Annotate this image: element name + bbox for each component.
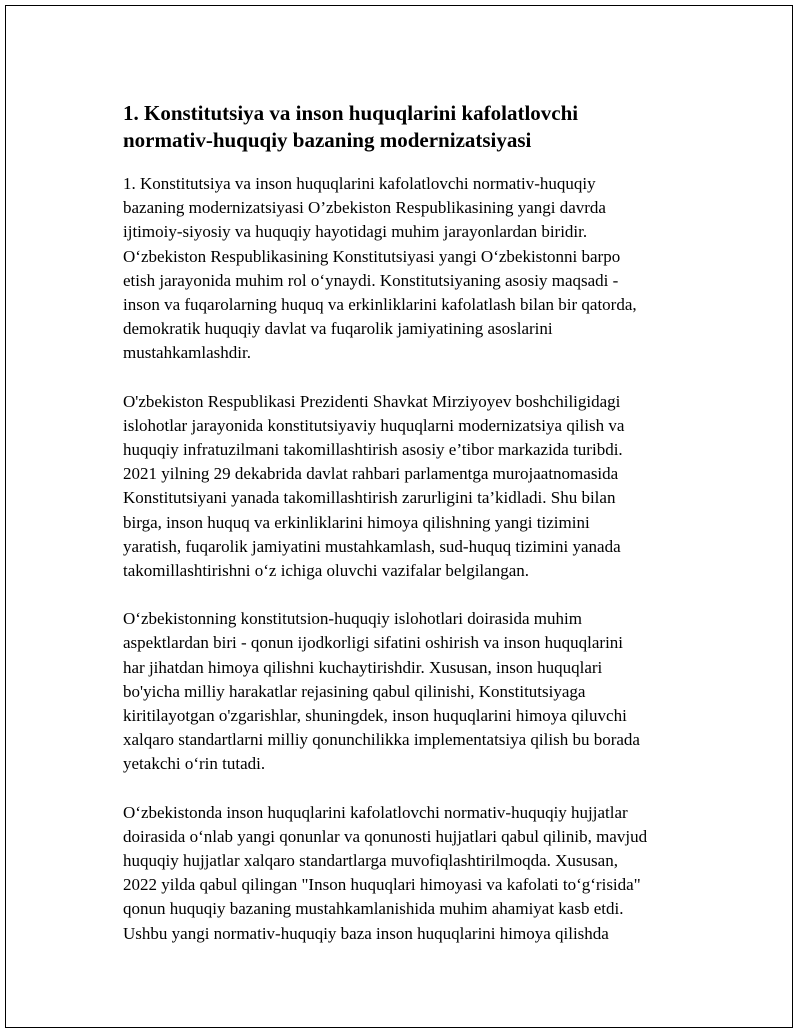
document-title (123, 100, 703, 154)
page-frame (5, 5, 793, 1028)
paragraph-2: O'zbekiston Respublikasi Prezidenti Shavkat Mirziyoyev boshchiligidagi islohotlar jarayonida konstitutsiyaviy huquqlarni modernizatsiya qilish va huquqiy infratuzilmani takomillashtirish asosiy e’tibor markazida turibdi. 2021 yilning 29 dekabrida davlat rahbari parlamentga murojaatnomasida Konstitutsiyani yanada takomillashtirish zarurligini ta’kidladi. Shu bilan birga, inson huquq va erkinliklarini himoya qilishning yangi tizimini yaratish, fuqarolik jamiyatini mustahkamlash, sud-huquq tizimini yanada takomillashtirishni o‘z ichiga oluvchi vazifalar belgilangan. (123, 391, 625, 581)
paragraph-3: O‘zbekistonning konstitutsion-huquqiy islohotlari doirasida muhim aspektlardan biri - qonun ijodkorligi sifatini oshirish va inson huquqlarini har jihatdan himoya qilishni kuchaytirishdir. Xususan, inson huquqlari bo'yicha milliy harakatlar rejasining qabul qilinishi, Konstitutsiyaga kiritilayotgan o'zgarishlar, shuningdek, inson huquqlarini himoya qiluvchi xalqaro standartlarni milliy qonunchilikka implementatsiya qilish bu borada yetakchi o‘rin tutadi. (123, 609, 640, 774)
document-body (123, 100, 703, 970)
paragraph-4: O‘zbekistonda inson huquqlarini kafolatlovchi normativ-huquqiy hujjatlar doirasida o‘nlab yangi qonunlar va qonunosti hujjatlari qabul qilinib, mavjud huquqiy hujjatlar xalqaro standartlarga muvofiqlashtirilmoqda. Xususan, 2022 yilda qabul qilingan "Inson huquqlari himoyasi va kafolati to‘g‘risida" qonun huquqiy bazaning mustahkamlanishida muhim ahamiyat kasb etdi. Ushbu yangi normativ-huquqiy baza inson huquqlarini himoya qilishda (123, 802, 648, 943)
paragraph-1: 1. Konstitutsiya va inson huquqlarini kafolatlovchi normativ-huquqiy bazaning modernizatsiyasi O’zbekiston Respublikasining yangi davrda ijtimoiy-siyosiy va huquqiy hayotidagi muhim jarayonlardan biridir. O‘zbekiston Respublikasining Konstitutsiyasi yangi O‘zbekistonni barpo etish jarayonida muhim rol o‘ynaydi. Konstitutsiyaning asosiy maqsadi - inson va fuqarolarning huquq va erkinliklarini kafolatlash bilan bir qatorda, demokratik huquqiy davlat va fuqarolik jamiyatining asoslarini mustahkamlashdir. (123, 174, 637, 363)
title-line-1: 1. Konstitutsiya va inson huquqlarini kafolatlovchi (123, 101, 579, 125)
title-line-2: normativ-huquqiy bazaning modernizatsiyasi (123, 128, 532, 152)
